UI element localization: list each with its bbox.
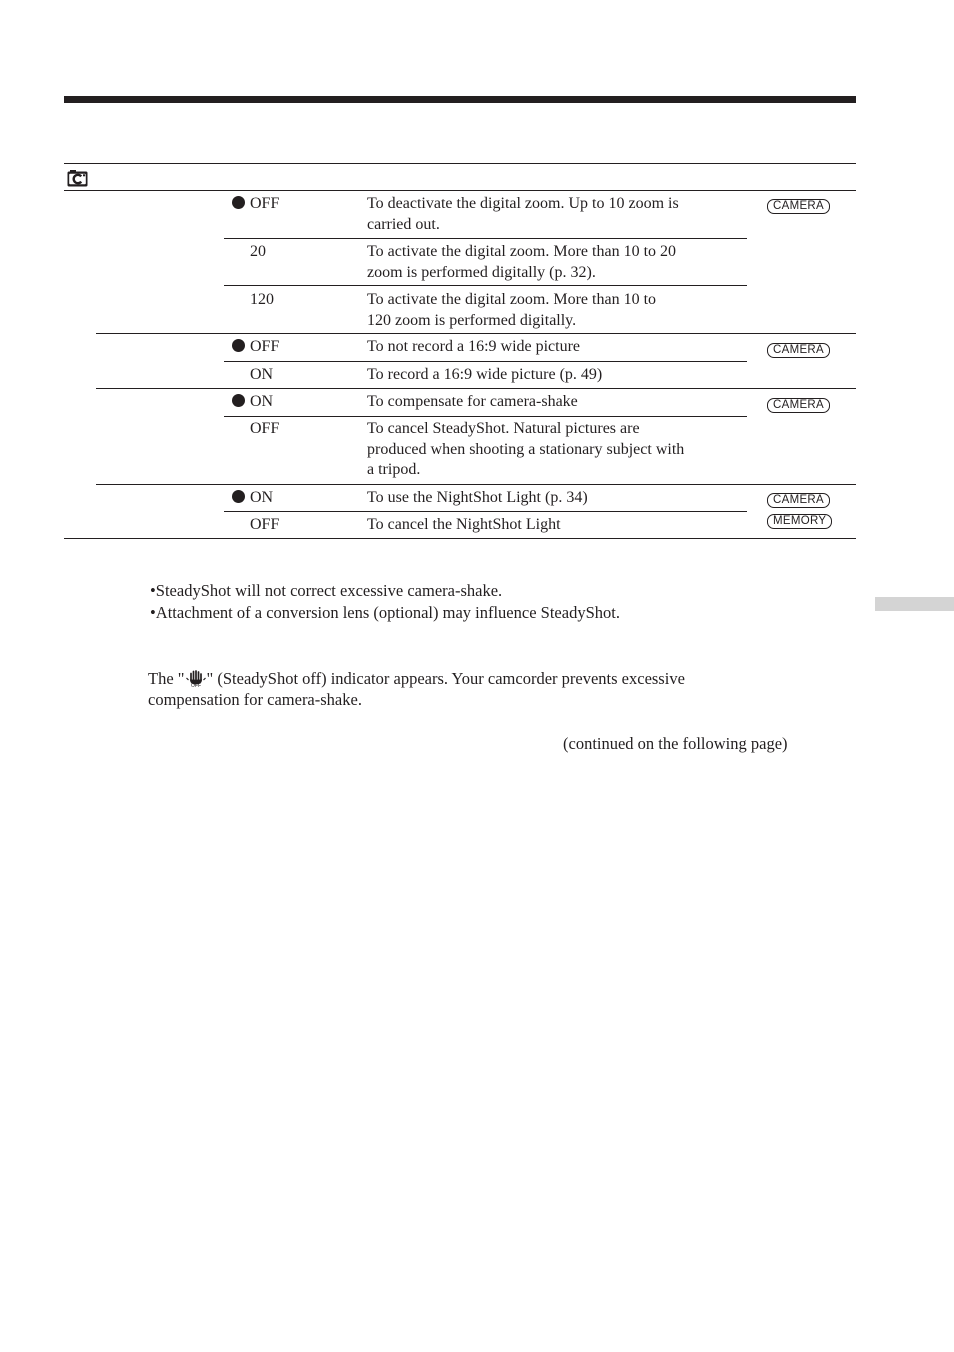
svg-text:OFF: OFF xyxy=(190,683,201,687)
setting-option: OFF xyxy=(232,194,279,215)
setting-description: To not record a 16:9 wide picture xyxy=(367,338,581,355)
setting-description: To deactivate the digital zoom. Up to 10 zoom is carried out. xyxy=(367,195,679,233)
setting-description: To cancel the NightShot Light xyxy=(367,516,561,533)
group-divider xyxy=(96,333,856,334)
row-divider xyxy=(224,416,747,417)
setting-option: 120 xyxy=(250,291,274,308)
header-rule xyxy=(64,96,856,103)
camera-mode-badge: CAMERA xyxy=(767,493,830,508)
row-divider xyxy=(224,361,747,362)
table-bottom-rule xyxy=(64,538,856,539)
setting-description: To activate the digital zoom. More than 10 to 120 zoom is performed digitally. xyxy=(367,291,657,329)
setting-option: ON xyxy=(232,392,273,413)
default-marker-icon xyxy=(232,339,245,352)
steadyshot-paragraph-line2: compensation for camera-shake. xyxy=(148,690,362,709)
setting-option: ON xyxy=(250,366,274,383)
table-header-rule xyxy=(64,190,856,191)
setting-description: To cancel SteadyShot. Natural pictures are produced when shooting a stationary subject with a tripod. xyxy=(367,420,685,478)
default-marker-icon xyxy=(232,196,245,209)
camera-mode-badge: CAMERA xyxy=(767,398,830,413)
setting-option: OFF xyxy=(250,420,280,437)
steadyshot-paragraph: The " OFF " (SteadyShot off) indicator appears. Your camcorder prevents excessive xyxy=(148,669,685,688)
row-divider xyxy=(224,238,747,239)
note-bullet: •Attachment of a conversion lens (optional) may influence SteadyShot. xyxy=(150,603,620,622)
section-tab xyxy=(875,597,954,611)
setting-description: To record a 16:9 wide picture (p. 49) xyxy=(367,366,603,383)
default-marker-icon xyxy=(232,394,245,407)
setting-description: To use the NightShot Light (p. 34) xyxy=(367,489,588,506)
camera-mode-badge: CAMERA xyxy=(767,343,830,358)
note-bullet: •SteadyShot will not correct excessive camera-shake. xyxy=(150,581,503,600)
setting-option: 20 xyxy=(250,243,266,260)
group-divider xyxy=(96,484,856,485)
row-divider xyxy=(224,511,747,512)
group-divider xyxy=(96,388,856,389)
camera-mode-badge: CAMERA xyxy=(767,199,830,214)
setting-description: To compensate for camera-shake xyxy=(367,393,578,410)
steadyshot-off-icon xyxy=(185,669,207,687)
table-top-rule xyxy=(64,163,856,164)
setting-option: ON xyxy=(232,488,273,509)
default-marker-icon xyxy=(232,490,245,503)
menu-settings-table xyxy=(64,163,856,539)
setting-description: To activate the digital zoom. More than 10 to 20 zoom is performed digitally (p. 32). xyxy=(367,243,677,281)
row-divider xyxy=(224,285,747,286)
memory-mode-badge: MEMORY xyxy=(767,514,832,529)
setting-option: OFF xyxy=(232,337,279,358)
continued-note: (continued on the following page) xyxy=(563,734,788,753)
camera-mode-icon xyxy=(67,170,88,187)
setting-option: OFF xyxy=(250,516,280,533)
